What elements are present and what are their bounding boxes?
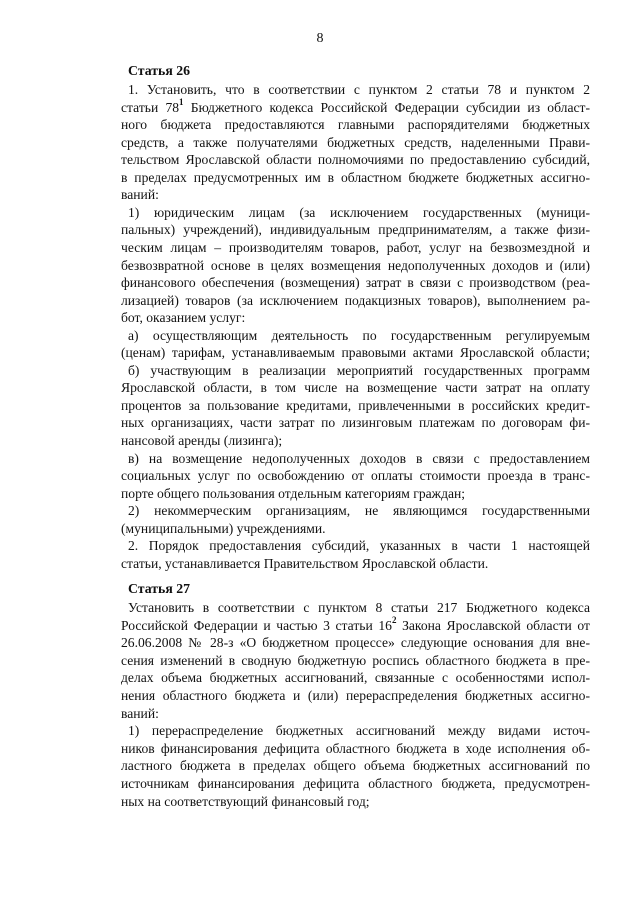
text-line (121, 116, 590, 134)
line-text: средств, а также получателями бюджетных средств, наделенными Прави- (121, 134, 590, 150)
text-line (121, 99, 590, 117)
line-text: пальных) учреждений), индивидуальным предпринимателям, а также физи- (121, 222, 590, 238)
line-text: лизацией) товаров (за исключением подакцизных товаров), выполнением ра- (121, 292, 590, 308)
text-line (128, 362, 590, 380)
line-text: безвозвратной основе в целях возмещения недополученных доходов и (или) (121, 257, 590, 273)
line-text: ваний: (121, 187, 159, 203)
text-line (121, 775, 590, 793)
line-text: Российской Федерации и частью 3 статьи 16 (121, 617, 392, 633)
line-text: ваний: (121, 705, 159, 721)
line-text: источникам финансирования дефицита областного бюджета, предусмотрен- (121, 776, 590, 791)
text-line (128, 450, 590, 468)
text-line (121, 186, 159, 204)
line-text: делах объема бюджетных ассигнований, связанные с особенностями испол- (121, 670, 590, 686)
line-text: (муниципальными) учреждениями. (121, 520, 326, 536)
line-text: 1) юридическим лицам (за исключением государственных (муници- (128, 204, 590, 220)
line-text: 26.06.2008 № 28-з «О бюджетном процессе» следующие основания для вне- (121, 635, 590, 651)
line-text: ластного бюджета в пределах общего объема бюджетных ассигнований по (121, 758, 590, 774)
text-line (121, 221, 590, 239)
line-text: 1. Установить, что в соответствии с пунктом 2 статьи 78 и пунктом 2 (128, 82, 590, 97)
text-line (121, 309, 245, 327)
text-line (121, 257, 590, 275)
text-line (121, 274, 590, 292)
text-line (121, 617, 590, 635)
text-line (121, 344, 590, 362)
text-line (121, 379, 590, 397)
line-text: ных на соответствующий финансовый год; (121, 793, 370, 809)
line-text: статьи, устанавливается Правительством Ярославской области. (121, 555, 489, 571)
line-text: нансовой аренды (лизинга); (121, 433, 283, 448)
text-line (121, 467, 590, 485)
text-line (121, 652, 590, 670)
line-text: сения изменений в сводную бюджетную роспись областного бюджета в пре- (121, 652, 590, 668)
line-text-after: Бюджетного кодекса Российской Федерации субсидии из област- (183, 99, 590, 115)
line-text-after: Закона Ярославской области от (396, 617, 590, 633)
text-line (121, 793, 370, 811)
article-27-title: Статья 27 (128, 581, 191, 596)
text-line (121, 432, 282, 450)
line-text: Ярославской области, в том числе на возмещение части затрат на оплату (121, 380, 590, 396)
text-line (121, 520, 326, 538)
line-text: 1) перераспределение бюджетных ассигнований между видами источ- (128, 723, 590, 739)
line-text: бот, оказанием услуг: (121, 310, 246, 326)
line-text: ников финансирования дефицита областного бюджета в ходе исполнения об- (121, 740, 590, 756)
text-line (121, 239, 590, 257)
article-26-title: Статья 26 (128, 63, 191, 78)
line-text: 2) некоммерческим организациям, не являющимся государственными (128, 503, 590, 519)
line-text: Установить в соответствии с пунктом 8 статьи 217 Бюджетного кодекса (128, 600, 590, 615)
text-line (121, 555, 488, 573)
text-line (128, 502, 590, 520)
line-text: б) участвующим в реализации мероприятий государственных программ (128, 362, 590, 378)
text-line (128, 722, 590, 740)
text-line (121, 134, 590, 152)
line-text: ческим лицам – производителям товаров, работ, услуг на безвозмездной и (121, 239, 590, 255)
text-line (121, 169, 590, 187)
superscript-index: 1 (179, 97, 184, 108)
text-line (121, 757, 590, 775)
line-text: финансового обеспечения (возмещения) затрат в связи с производством (реа- (121, 275, 590, 291)
line-text: (ценам) тарифам, устанавливаемым правовыми актами Ярославской области; (121, 345, 590, 361)
text-line (121, 705, 159, 723)
text-line (128, 537, 590, 555)
text-line (121, 292, 590, 310)
text-line (121, 669, 590, 687)
text-line (121, 414, 590, 432)
line-text: процентов за пользование кредитами, привлеченными в российских кредит- (121, 397, 590, 413)
line-text: в пределах предусмотренных им в областном бюджете бюджетных ассигно- (121, 169, 590, 185)
text-line (121, 151, 590, 169)
line-text: статьи 78 (121, 99, 180, 115)
line-text: нения областного бюджета и (или) перераспределения бюджетных ассигно- (121, 688, 590, 703)
line-text: ных организациях, части затрат по лизинговым платежам по договорам фи- (121, 415, 590, 431)
line-text: в) на возмещение недополученных доходов в связи с предоставлением (128, 450, 590, 466)
page-number: 8 (316, 31, 324, 46)
line-text: а) осуществляющим деятельность по государственным регулируемым (128, 327, 590, 343)
line-text: порте общего пользования отдельным категориям граждан; (121, 485, 466, 501)
line-text: 2. Порядок предоставления субсидий, указанных в части 1 настоящей (128, 538, 590, 554)
text-line (128, 327, 590, 345)
line-text: ного бюджета предоставляются главными распорядителями бюджетных (121, 117, 590, 133)
text-line (121, 740, 590, 758)
line-text: тельством Ярославской области полномочиями по предоставлению субсидий, (121, 152, 590, 168)
text-line (128, 204, 590, 222)
text-line (128, 599, 590, 617)
superscript-index: 2 (391, 615, 397, 626)
text-line (121, 485, 465, 503)
text-line (121, 397, 590, 415)
text-line (128, 81, 590, 99)
text-line (121, 687, 590, 705)
line-text: социальных услуг по освобождению от оплаты стоимости проезда в транс- (121, 468, 590, 484)
text-line (121, 634, 590, 652)
